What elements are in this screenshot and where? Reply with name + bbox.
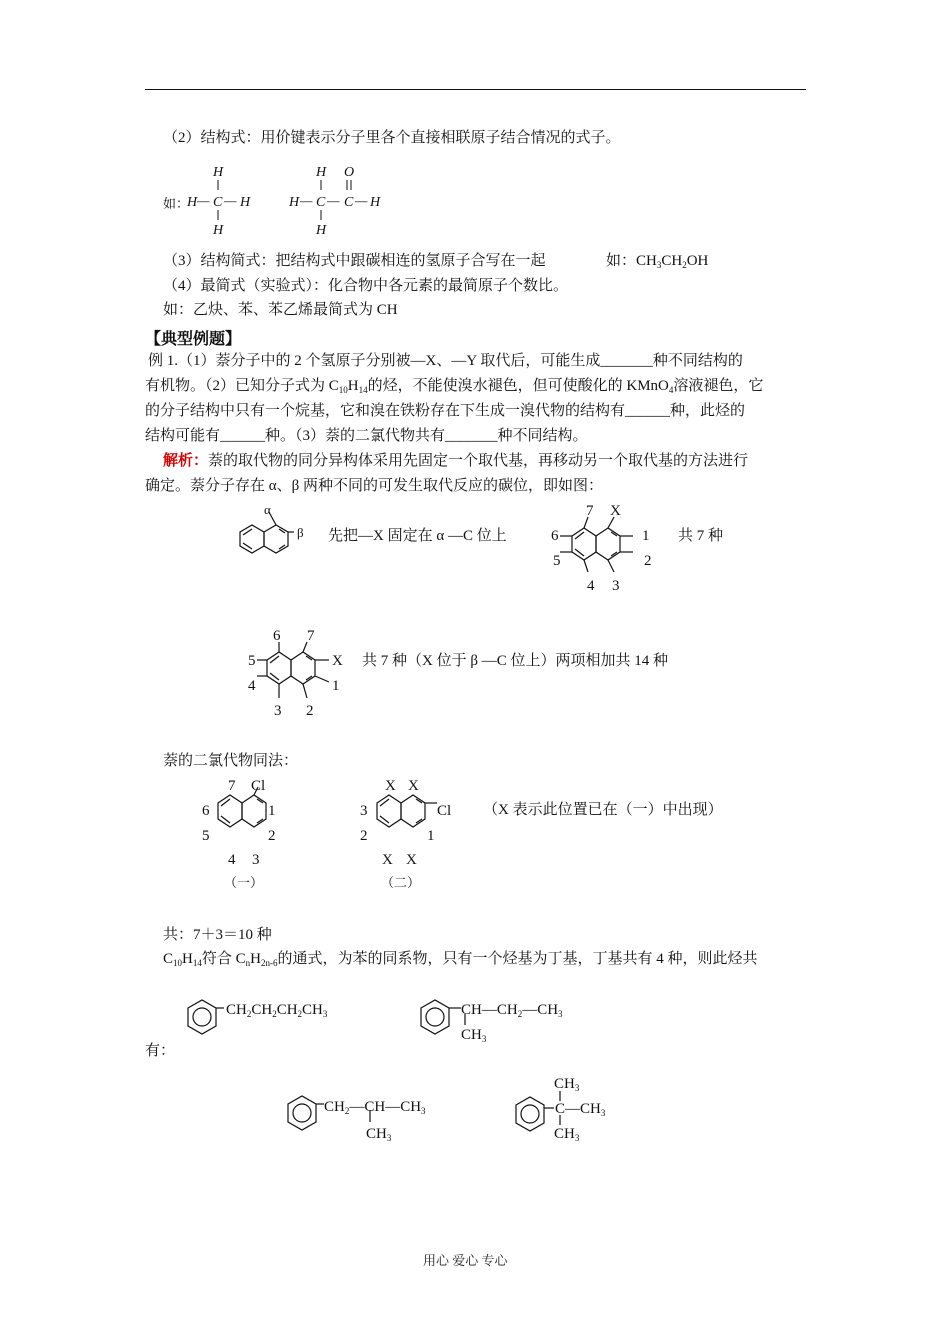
bond: — xyxy=(327,194,340,209)
example1-line2: 有机物。（2）已知分子式为 $C_{10}H_{14}$的烃，不能使溴水褪色，但可使酸化的 KMnO$_4$溶液褪色，它 xyxy=(145,378,764,395)
fig2-caption: 共 7 种（X 位于 β —C 位上）两项相加共 14 种 xyxy=(362,653,668,669)
example1-line4: 结构可能有______种。（3）萘的二氯代物共有_______种不同结构。 xyxy=(145,428,588,444)
pos-1: 1 xyxy=(427,828,435,844)
tert-butylbenzene xyxy=(510,1073,630,1148)
analysis-line2: 确定。萘分子存在 α、β 两种不同的可发生取代反应的碳位，即如图： xyxy=(145,478,603,494)
fig1-caption: 先把—X 固定在 α —C 位上 xyxy=(328,528,507,544)
bond: — xyxy=(197,194,210,209)
section-3-example: 如：$CH_3CH_2OH$ xyxy=(606,253,709,270)
section-2-text: （2）结构式：用价键表示分子里各个直接相联原子结合情况的式子。 xyxy=(163,130,621,146)
you-label: 有： xyxy=(145,1043,176,1059)
pos-1: 1 xyxy=(332,678,340,694)
atom-h: H xyxy=(213,165,224,180)
ethane-structural-formula xyxy=(185,162,265,237)
alpha-label: α xyxy=(264,502,271,517)
atom-h: H xyxy=(316,223,327,238)
pos-7: 7 xyxy=(307,628,315,644)
example-prefix: 如： xyxy=(163,196,190,211)
substituent-x: X xyxy=(406,852,417,868)
atom-h: H xyxy=(289,195,300,210)
svg-text:CH3: $CH_3$ xyxy=(366,1126,392,1143)
svg-text:CH3: $CH_3$ xyxy=(554,1126,580,1143)
pos-3: 3 xyxy=(252,852,260,868)
atom-h: H xyxy=(187,195,198,210)
svg-text:CH—CH2—CH3: $CH—CH_2—CH_3$ xyxy=(461,1002,563,1019)
ethanoic-structural-formula xyxy=(287,162,397,237)
svg-text:CH2CH2CH2CH3: $CH_2CH_2CH_2CH_3$ xyxy=(226,1002,328,1019)
pos-6: 6 xyxy=(551,528,559,544)
fig1-total: 共 7 种 xyxy=(678,528,724,544)
pos-3: 3 xyxy=(360,803,368,819)
c10h14-line: $C_{10}H_{14}$符合 $C_nH_{2n-6}$的通式，为苯的同系物，只有一个烃基为丁基，丁基共有 4 种，则此烃共 xyxy=(163,951,758,968)
heading-typical-examples: 【典型例题】 xyxy=(145,331,242,348)
substituent-x: X xyxy=(610,503,621,519)
label-two: （二） xyxy=(381,875,421,890)
isobutylbenzene xyxy=(280,1090,470,1150)
bond: — xyxy=(224,194,237,209)
naphthalene-alpha-beta xyxy=(222,502,322,572)
example1-line1: 例 1.（1）萘分子中的 2 个氢原子分别被—X、—Y 取代后，可能生成_______种不同结构的 xyxy=(148,353,743,369)
bond: — xyxy=(300,194,313,209)
substituent-x: X xyxy=(382,852,393,868)
pos-6: 6 xyxy=(202,803,210,819)
pos-7: 7 xyxy=(586,503,594,519)
label-one: （一） xyxy=(224,875,264,890)
pos-4: 4 xyxy=(587,578,595,594)
substituent-cl: Cl xyxy=(437,803,452,819)
example1-line3: 的分子结构中只有一个烷基，它和溴在铁粉存在下生成一溴代物的结构有______种，此烃的 xyxy=(145,403,746,419)
header-rule xyxy=(145,89,806,90)
svg-text:CH3: $CH_3$ xyxy=(461,1027,487,1044)
dichloro-structure-2 xyxy=(355,773,465,893)
page-footer: 用心 爱心 专心 xyxy=(423,1253,508,1268)
pos-1: 1 xyxy=(642,528,650,544)
atom-c: C xyxy=(213,195,223,210)
pos-5: 5 xyxy=(202,828,210,844)
bond: — xyxy=(355,194,368,209)
n-butylbenzene xyxy=(180,992,360,1047)
substituent-x: X xyxy=(385,778,396,794)
total-count: 共：7＋3＝10 种 xyxy=(163,927,272,943)
pos-5: 5 xyxy=(248,653,256,669)
naphthalene-x-beta xyxy=(245,622,355,722)
pos-2: 2 xyxy=(644,553,652,569)
analysis-label: 解析： xyxy=(163,453,209,469)
beta-label: β xyxy=(297,525,304,540)
pos-1: 1 xyxy=(268,803,276,819)
section-3-text: （3）结构简式：把结构式中跟碳相连的氢原子合写在一起 xyxy=(163,253,546,269)
svg-text:CH3: $CH_3$ xyxy=(554,1076,580,1093)
section-4-example: 如：乙炔、苯、苯乙烯最简式为 CH xyxy=(163,302,398,318)
dichloro-note: （X 表示此位置已在（一）中出现） xyxy=(483,802,723,818)
analysis-line1: 解析：萘的取代物的同分异构体采用先固定一个取代基，再移动另一个取代基的方法进行 xyxy=(163,453,749,469)
svg-text:C—CH3: $C—CH_3$ xyxy=(555,1101,606,1118)
substituent-cl: Cl xyxy=(251,778,266,794)
atom-o: O xyxy=(344,165,355,180)
sec-butylbenzene xyxy=(413,992,593,1052)
pos-4: 4 xyxy=(228,852,236,868)
pos-4: 4 xyxy=(248,678,256,694)
pos-3: 3 xyxy=(612,578,620,594)
atom-h: H xyxy=(370,195,381,210)
atom-h: H xyxy=(316,165,327,180)
pos-2: 2 xyxy=(360,828,368,844)
pos-7: 7 xyxy=(228,778,236,794)
pos-2: 2 xyxy=(306,703,314,719)
substituent-x: X xyxy=(332,653,343,669)
naphthalene-x-alpha xyxy=(548,500,668,595)
pos-6: 6 xyxy=(273,628,281,644)
pos-2: 2 xyxy=(268,828,276,844)
dichloro-structure-1 xyxy=(198,773,298,893)
section-4-text: （4）最简式（实验式）：化合物中各元素的最简原子个数比。 xyxy=(163,278,569,294)
atom-c: C xyxy=(316,195,326,210)
pos-5: 5 xyxy=(553,553,561,569)
substituent-x: X xyxy=(408,778,419,794)
svg-text:CH2—CH—CH3: $CH_2—CH—CH_3$ xyxy=(324,1099,426,1116)
atom-h: H xyxy=(240,195,251,210)
atom-h: H xyxy=(213,223,224,238)
pos-3: 3 xyxy=(274,703,282,719)
atom-c: C xyxy=(344,195,354,210)
dichloro-intro: 萘的二氯代物同法： xyxy=(163,753,299,769)
